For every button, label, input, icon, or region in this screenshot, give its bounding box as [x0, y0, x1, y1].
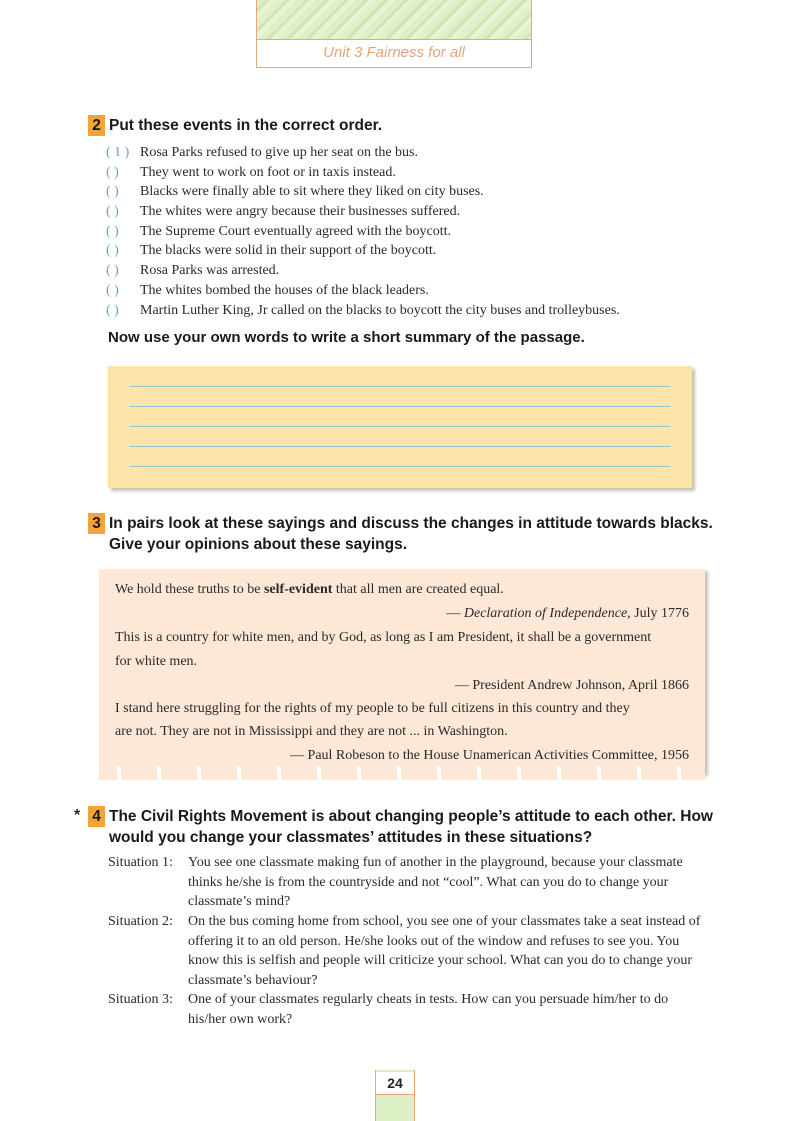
event-list — [106, 143, 706, 320]
event-item — [106, 261, 706, 281]
exercise-2-instruction: Put these events in the correct order. — [109, 117, 383, 134]
answer-blank[interactable]: ( ) — [106, 302, 119, 318]
page-number-tab — [375, 1070, 415, 1121]
writing-line — [130, 446, 670, 447]
answer-blank[interactable]: ( 1 ) — [106, 145, 130, 160]
event-text: Rosa Parks refused to give up her seat on the bus. — [140, 145, 418, 160]
exercise-2-number: 2 — [88, 115, 105, 136]
event-item — [106, 182, 706, 202]
writing-line — [130, 406, 670, 407]
unit-header — [256, 0, 532, 68]
event-text: Blacks were finally able to sit where they liked on city buses. — [140, 184, 484, 200]
torn-edge — [99, 766, 705, 780]
situation-text: On the bus coming home from school, you see one of your classmates take a seat instead of offering it to an old person. He/she looks out of the window and refuses to see you. You know this is selfish and people will criticize your school. What can you do to change your classmate’s behaviour? — [188, 914, 701, 988]
summary-writing-box[interactable] — [108, 366, 692, 488]
situation-1 — [108, 853, 708, 913]
event-text: The blacks were solid in their support of the boycott. — [140, 243, 437, 259]
event-item — [106, 222, 706, 242]
writing-line — [130, 386, 670, 387]
exercise-4-heading — [88, 806, 713, 848]
event-text: Rosa Parks was arrested. — [140, 263, 280, 279]
situation-2 — [108, 912, 708, 992]
event-text: The whites bombed the houses of the black leaders. — [140, 282, 429, 298]
exercise-4-number: 4 — [88, 806, 105, 827]
exercise-3-instruction-line2: Give your opinions about these sayings. — [109, 536, 408, 553]
answer-blank[interactable]: ( ) — [106, 204, 119, 220]
event-text: The whites were angry because their businesses suffered. — [140, 204, 461, 220]
event-text: The Supreme Court eventually agreed with the boycott. — [140, 223, 452, 239]
answer-blank[interactable]: ( ) — [106, 223, 119, 239]
event-item — [106, 281, 706, 301]
answer-blank[interactable]: ( ) — [106, 164, 119, 180]
unit-title: Unit 3 Fairness for all — [323, 44, 465, 61]
situation-label: Situation 2: — [108, 914, 173, 929]
event-item — [106, 163, 706, 183]
quote-3-source: — Paul Robeson to the House Unamerican Activities Committee, 1956 — [290, 748, 689, 763]
quote-1-source: — Declaration of Independence, July 1776 — [446, 606, 689, 621]
quote-1: We hold these truths to be self-evident that all men are created equal. — [115, 582, 504, 597]
exercise-4-instruction-line1: The Civil Rights Movement is about changing people’s attitude to each other. How — [109, 808, 713, 825]
situation-label: Situation 1: — [108, 855, 173, 870]
quote-1-emphasis: self-evident — [263, 582, 333, 597]
situation-text: You see one classmate making fun of another in the playground, because your classmate thinks he/she is from the countryside and not “cool”. What can you do to change your classmate’s mind? — [188, 855, 683, 909]
quote-3-line-1: I stand here struggling for the rights of my people to be full citizens in this country and they — [115, 701, 630, 716]
page-number: 24 — [376, 1072, 414, 1095]
situation-text: One of your classmates regularly cheats in tests. How can you persuade him/her to do his/her own work? — [188, 992, 669, 1027]
answer-blank[interactable]: ( ) — [106, 282, 119, 298]
answer-blank[interactable]: ( ) — [106, 263, 119, 279]
writing-line — [130, 466, 670, 467]
exercise-3-instruction-line1: In pairs look at these sayings and discuss the changes in attitude towards blacks. — [109, 515, 713, 532]
answer-blank[interactable]: ( ) — [106, 184, 119, 200]
quote-3-line-2: are not. They are not in Mississippi and they are not ... in Washington. — [115, 724, 508, 739]
event-text: They went to work on foot or in taxis instead. — [140, 164, 396, 180]
exercise-3-number: 3 — [88, 513, 105, 534]
summary-instruction: Now use your own words to write a short summary of the passage. — [108, 329, 585, 346]
event-item — [106, 241, 706, 261]
situation-3 — [108, 990, 708, 1030]
event-item — [106, 202, 706, 222]
quote-2-line-1: This is a country for white men, and by God, as long as I am President, it shall be a government — [115, 630, 652, 645]
exercise-2-heading — [88, 115, 382, 136]
quotes-box — [99, 569, 705, 774]
exercise-3-heading — [88, 513, 713, 555]
header-illustration — [257, 0, 531, 40]
optional-star-icon: * — [74, 807, 81, 824]
event-item — [106, 301, 706, 321]
exercise-4-instruction-line2: would you change your classmates’ attitudes in these situations? — [109, 829, 593, 846]
quote-2-line-2: for white men. — [115, 654, 198, 669]
quote-2-source: — President Andrew Johnson, April 1866 — [454, 678, 689, 693]
event-item — [106, 143, 706, 163]
situation-label: Situation 3: — [108, 992, 173, 1007]
answer-blank[interactable]: ( ) — [106, 243, 119, 259]
event-text: Martin Luther King, Jr called on the blacks to boycott the city buses and trolleybuses. — [140, 302, 620, 318]
writing-line — [130, 426, 670, 427]
